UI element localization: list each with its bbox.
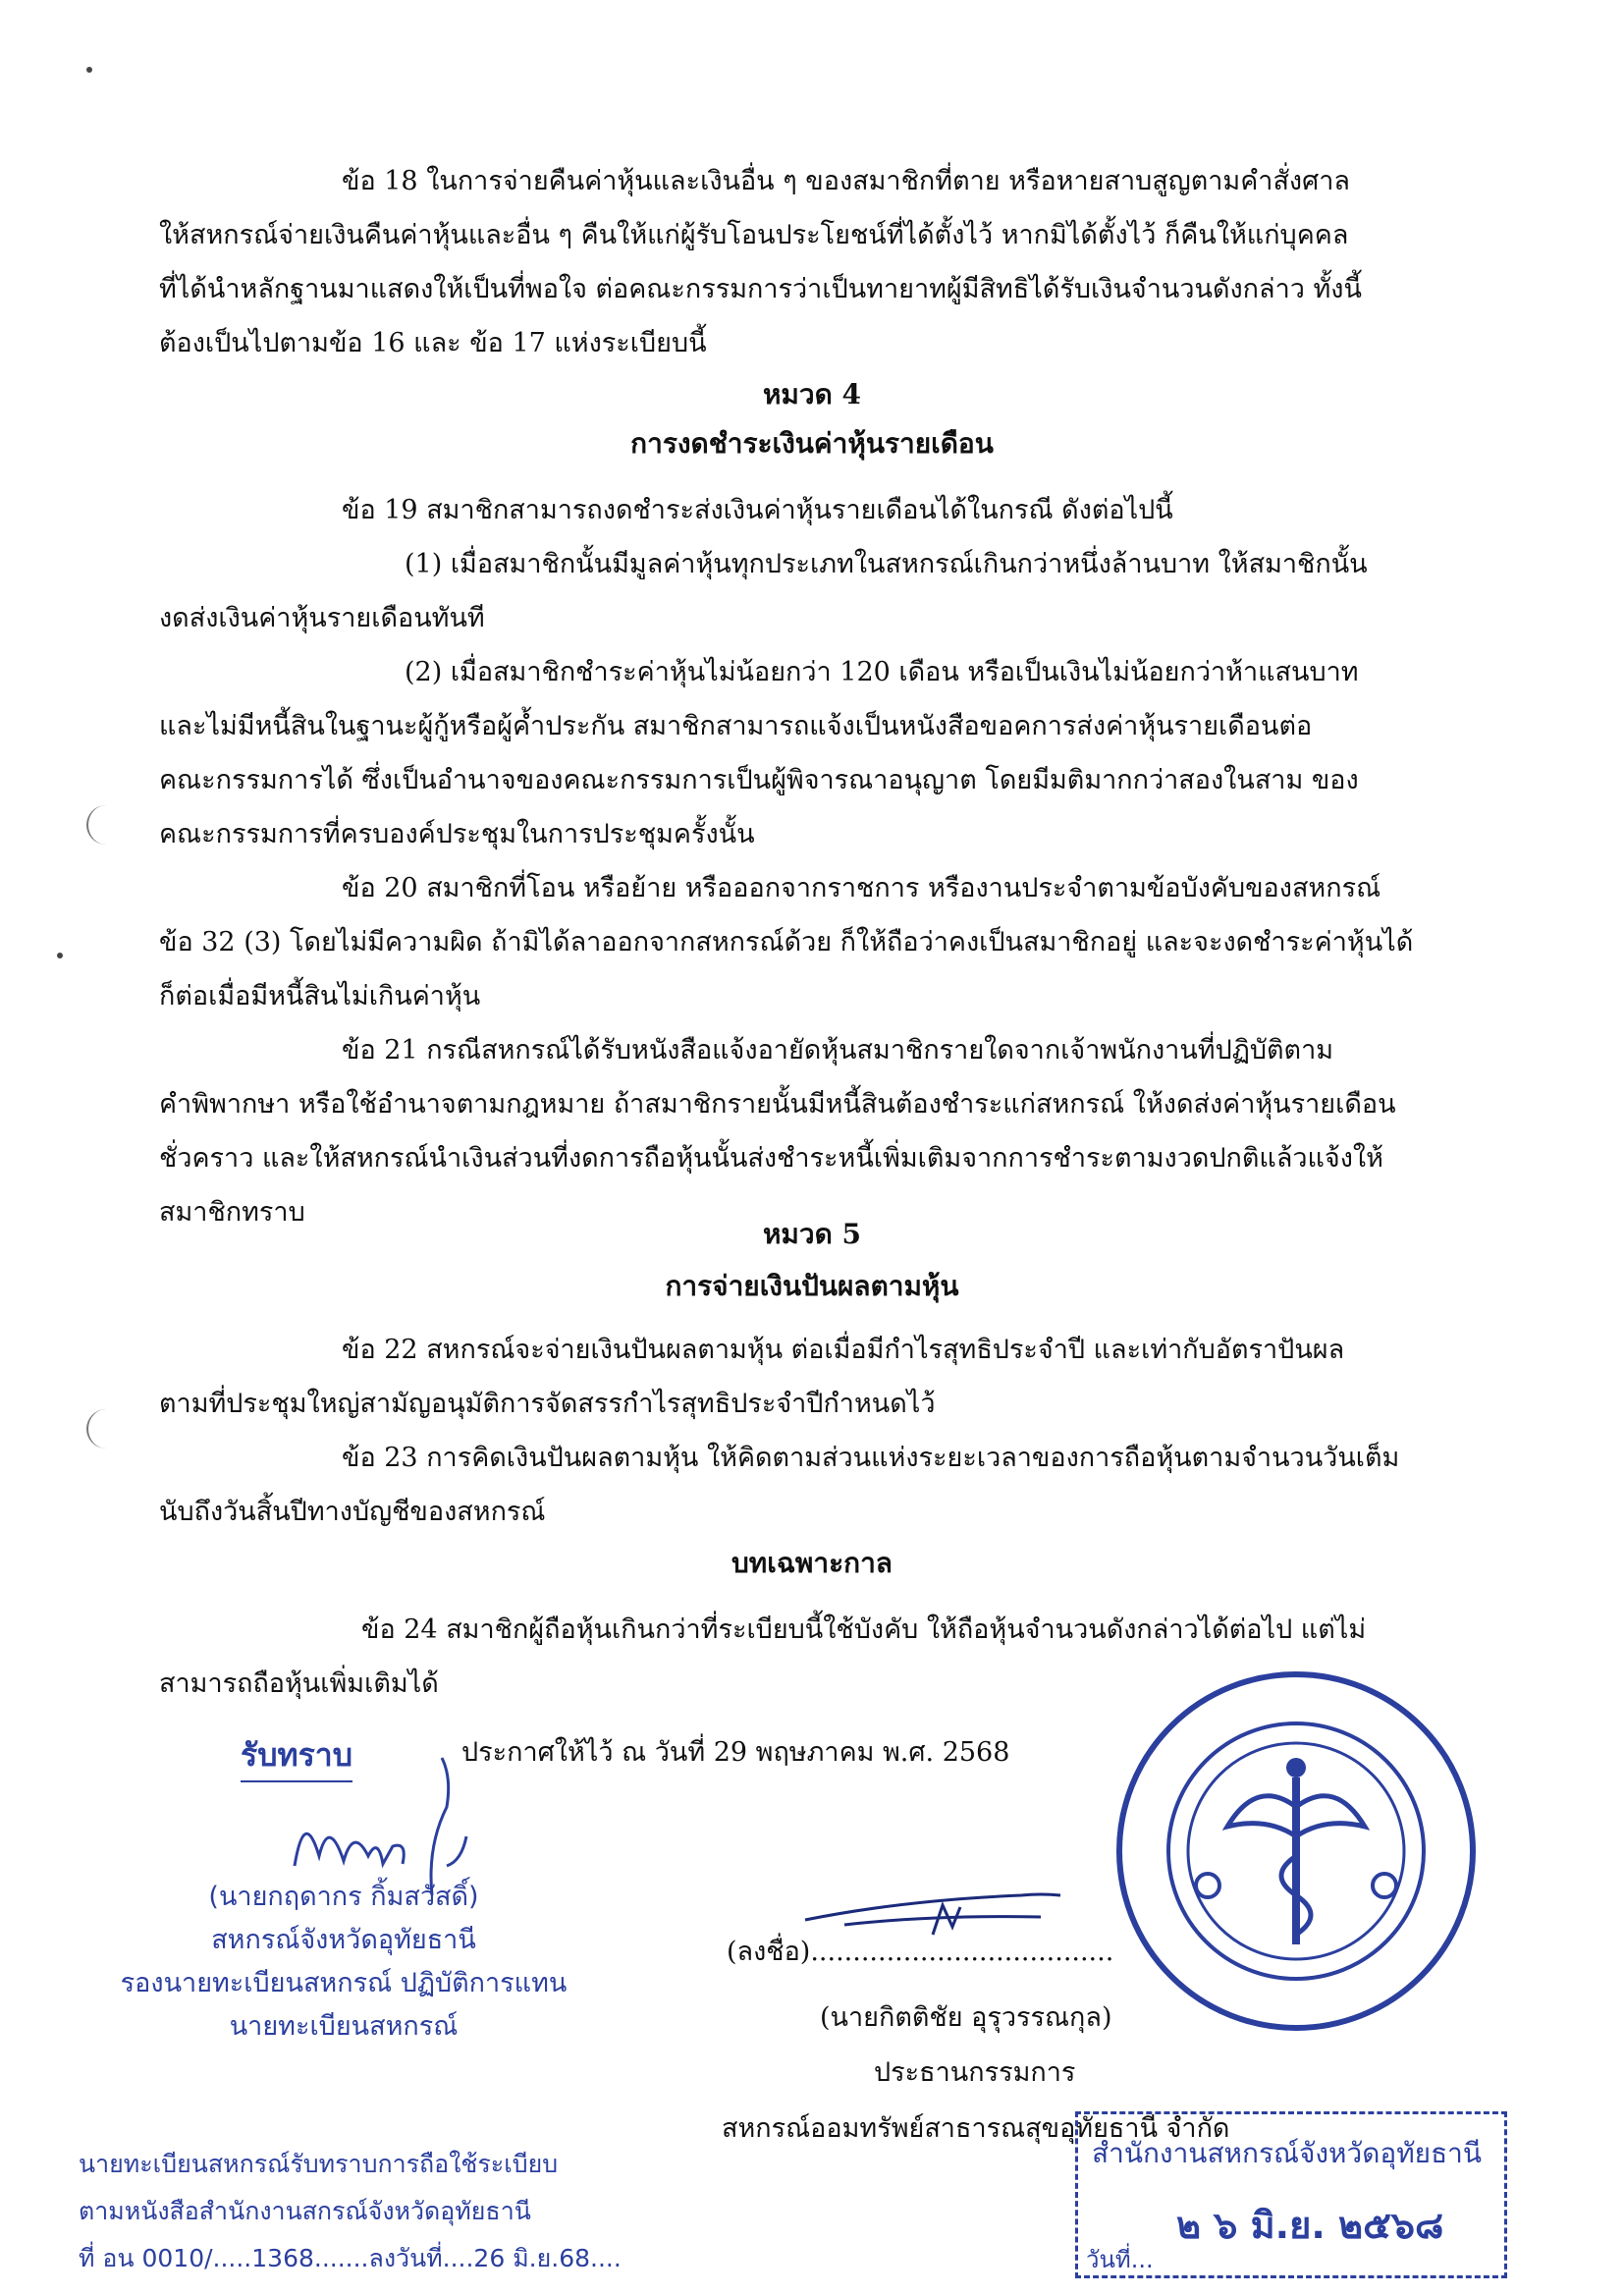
clause-22-line-2: ตามที่ประชุมใหญ่สามัญอนุมัติการจัดสรรกำไรสุทธิประจำปีกำหนดไว้ [159,1389,936,1419]
registrar-note-line-1: นายทะเบียนสหกรณ์รับทราบการถือใช้ระเบียบ [79,2150,559,2178]
registrar-role: รองนายทะเบียนสหกรณ์ ปฏิบัติการแทน [120,1968,568,1998]
registrar-name: (นายกฤดากร กิ้มสวัสดิ์) [208,1882,479,1912]
section-4-title: หมวด 4 [762,378,862,410]
office-date-stamp [1075,2111,1507,2278]
office-stamp-date: ๒ ๖ มิ.ย. ๒๕๖๘ [1176,2204,1444,2247]
clause-18-line-3: ที่ได้นำหลักฐานมาแสดงให้เป็นที่พอใจ ต่อคณะกรรมการว่าเป็นทายาทผู้มีสิทธิได้รับเงินจำนวนดังกล่าว ทั้งนี้ [159,274,1362,304]
clause-21-line-1: ข้อ 21 กรณีสหกรณ์ได้รับหนังสือแจ้งอายัดหุ้นสมาชิกรายใดจากเจ้าพนักงานที่ปฏิบัติตาม [342,1035,1334,1066]
clause-20-line-3: ก็ต่อเมื่อมีหนี้สินไม่เกินค่าหุ้น [159,981,481,1011]
registrar-note [79,2141,628,2282]
cooperative-seal-icon [1100,1660,1492,2043]
clause-19-2-line-1: (2) เมื่อสมาชิกชำระค่าหุ้นไม่น้อยกว่า 120 เดือน หรือเป็นเงินไม่น้อยกว่าห้าแสนบาท [405,657,1359,687]
punch-hole-mark [86,805,114,845]
scan-speck [57,953,63,958]
registrar-note-line-2: ตามหนังสือสำนักงานสกรณ์จังหวัดอุทัยธานี [79,2197,531,2225]
punch-hole-mark [86,1409,114,1449]
clause-20-line-2: ข้อ 32 (3) โดยไม่มีความผิด ถ้ามิได้ลาออกจากสหกรณ์ด้วย ก็ให้ถือว่าคงเป็นสมาชิกอยู่ และจะงดชำระค่าหุ้นได้ [159,927,1414,957]
section-4-subtitle: การงดชำระเงินค่าหุ้นรายเดือน [630,427,994,460]
clause-22-line-1: ข้อ 22 สหกรณ์จะจ่ายเงินปันผลตามหุ้น ต่อเมื่อมีกำไรสุทธิประจำปี และเท่ากับอัตราปันผล [342,1335,1345,1365]
clause-24-line-1: ข้อ 24 สมาชิกผู้ถือหุ้นเกินกว่าที่ระเบียบนี้ใช้บังคับ ให้ถือหุ้นจำนวนดังกล่าวได้ต่อไป แต่ไม่ [361,1614,1367,1645]
office-stamp-title: สำนักงานสหกรณ์จังหวัดอุทัยธานี [1092,2137,1483,2169]
registrar-org: สหกรณ์จังหวัดอุทัยธานี [211,1925,476,1955]
cooperative-name: สหกรณ์ออมทรัพย์สาธารณสุขอุทัยธานี จำกัด [722,2113,1230,2144]
clause-19-line-1: ข้อ 19 สมาชิกสามารถงดชำระส่งเงินค่าหุ้นรายเดือนได้ในกรณี ดังต่อไปนี้ [342,495,1173,525]
clause-21-line-2: คำพิพากษา หรือใช้อำนาจตามกฎหมาย ถ้าสมาชิกรายนั้นมีหนี้สินต้องชำระแก่สหกรณ์ ให้งดส่งค่าหุ้นรายเดือน [159,1089,1396,1120]
clause-21-line-3: ชั่วคราว และให้สหกรณ์นำเงินส่วนที่งดการถือหุ้นนั้นส่งชำระหนี้เพิ่มเติมจากการชำระตามงวดปกติแล้วแจ้งให้ [159,1143,1383,1174]
clause-19-1-line-1: (1) เมื่อสมาชิกนั้นมีมูลค่าหุ้นทุกประเภทในสหกรณ์เกินกว่าหนึ่งล้านบาท ให้สมาชิกนั้น [405,549,1368,579]
office-stamp-date-label: วันที่... [1086,2246,1154,2273]
clause-20-line-1: ข้อ 20 สมาชิกที่โอน หรือย้าย หรือออกจากราชการ หรืองานประจำตามข้อบังคับของสหกรณ์ [342,873,1381,903]
chairman-position: ประธานกรรมการ [874,2057,1076,2088]
clause-19-1-line-2: งดส่งเงินค่าหุ้นรายเดือนทันที [159,603,485,633]
section-5-subtitle: การจ่ายเงินปันผลตามหุ้น [665,1270,959,1302]
section-5-title: หมวด 5 [762,1218,862,1250]
clause-19-2-line-3: คณะกรรมการได้ ซึ่งเป็นอำนาจของคณะกรรมการเป็นผู้พิจารณาอนุญาต โดยมีมติมากกว่าสองในสาม ของ [159,765,1359,795]
clause-19-2-line-4: คณะกรรมการที่ครบองค์ประชุมในการประชุมครั้งนั้น [159,819,755,849]
signed-label: (ลงชื่อ).................................... [727,1937,1114,1967]
acknowledged-stamp: รับทราบ [241,1730,352,1782]
clause-23-line-1: ข้อ 23 การคิดเงินปันผลตามหุ้น ให้คิดตามส่วนแห่งระยะเวลาของการถือหุ้นตามจำนวนวันเต็ม [342,1443,1400,1473]
scan-speck [86,67,92,73]
chairman-name: (นายกิตติชัย อุรุวรรณกุล) [820,2002,1112,2033]
clause-23-line-2: นับถึงวันสิ้นปีทางบัญชีของสหกรณ์ [159,1497,546,1527]
announcement-date: ประกาศให้ไว้ ณ วันที่ 29 พฤษภาคม พ.ศ. 2568 [461,1737,1010,1768]
clause-18-line-1: ข้อ 18 ในการจ่ายคืนค่าหุ้นและเงินอื่น ๆ ของสมาชิกที่ตาย หรือหายสาบสูญตามคำสั่งศาล [342,166,1350,196]
clause-19-2-line-2: และไม่มีหนี้สินในฐานะผู้กู้หรือผู้ค้ำประกัน สมาชิกสามารถแจ้งเป็นหนังสือขอคการส่งค่าหุ้นรายเดือนต่อ [159,711,1313,741]
clause-21-line-4: สมาชิกทราบ [159,1197,305,1228]
clause-18-line-4: ต้องเป็นไปตามข้อ 16 และ ข้อ 17 แห่งระเบียบนี้ [159,328,707,358]
registrar-note-line-3: ที่ อน 0010/.....1368.......ลงวันที่....26 มิ.ย.68.... [79,2244,622,2272]
transitional-title: บทเฉพาะกาล [731,1547,893,1579]
clause-18-line-2: ให้สหกรณ์จ่ายเงินคืนค่าหุ้นและอื่น ๆ คืนให้แก่ผู้รับโอนประโยชน์ที่ได้ตั้งไว้ หากมิได้ตั้งไว้ ก็คืนให้แก่บุคคล [159,220,1349,250]
registrar-role-2: นายทะเบียนสหกรณ์ [229,2011,459,2042]
clause-24-line-2: สามารถถือหุ้นเพิ่มเติมได้ [159,1668,439,1699]
registrar-block [108,1876,579,2049]
